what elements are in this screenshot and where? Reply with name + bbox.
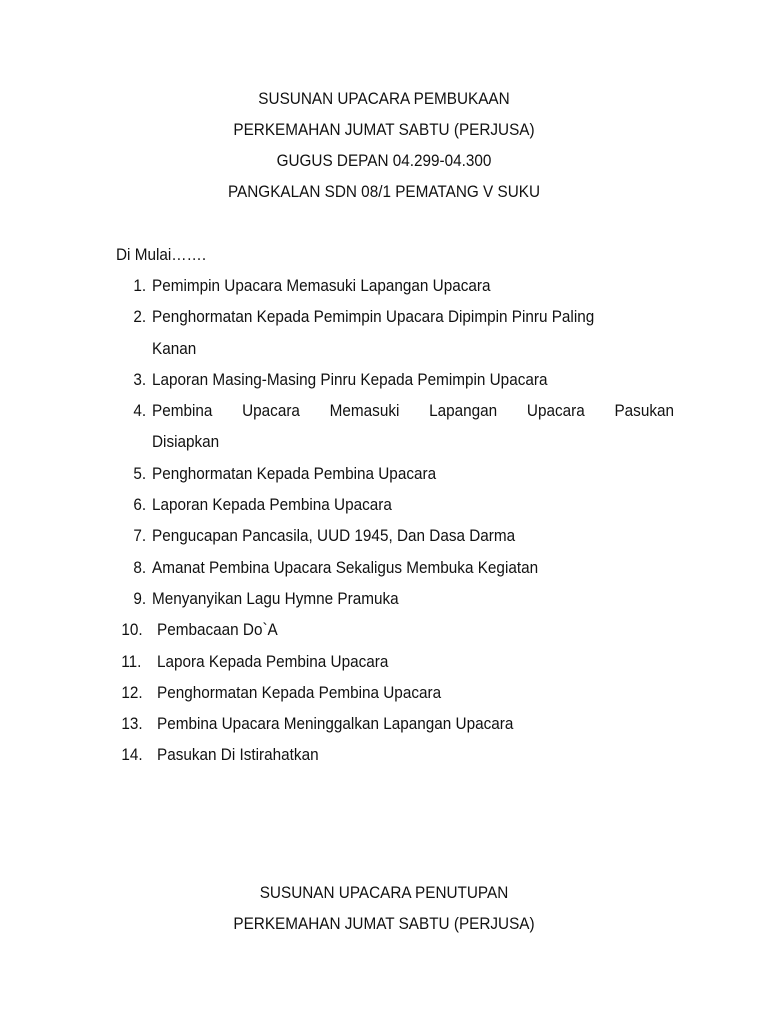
list-item-text: Pembina Upacara Meninggalkan Lapangan Upacara: [157, 714, 514, 734]
list-item-number: 2.: [133, 307, 146, 327]
list-item-number: 1.: [133, 276, 146, 295]
opening-title-block: [0, 83, 768, 207]
list-item: [0, 520, 768, 551]
ceremony-list: [0, 270, 768, 771]
closing-title-block: [0, 877, 768, 939]
list-item-text: Penghormatan Kepada Pembina Upacara: [152, 463, 437, 483]
opening-title-line-3: GUGUS DEPAN 04.299-04.300: [276, 151, 492, 170]
list-item-text: Amanat Pembina Upacara Sekaligus Membuka Kegiatan: [152, 557, 539, 577]
list-item-text: Pembina Upacara Memasuki Lapangan Upacara Pasukan: [152, 401, 674, 421]
list-item-number: 9.: [133, 588, 146, 608]
list-item: [0, 364, 768, 395]
closing-title-line-1: SUSUNAN UPACARA PENUTUPAN: [259, 883, 509, 902]
list-item: [0, 489, 768, 520]
list-item-text-continued: Disiapkan: [152, 432, 220, 452]
list-item-text: Pembacaan Do`A: [157, 620, 278, 640]
list-item-text: Penghormatan Kepada Pemimpin Upacara Dipimpin Pinru Paling: [152, 307, 595, 327]
list-item-text: Pemimpin Upacara Memasuki Lapangan Upacara: [152, 276, 491, 295]
list-item-number: 8.: [133, 557, 146, 577]
list-item-number: 11.: [121, 651, 142, 671]
list-item-text: Laporan Kepada Pembina Upacara: [152, 495, 392, 515]
list-item: [0, 739, 768, 770]
list-item-text: Pengucapan Pancasila, UUD 1945, Dan Dasa Darma: [152, 526, 516, 546]
list-item: [0, 677, 768, 708]
list-item-text: Menyanyikan Lagu Hymne Pramuka: [152, 588, 399, 608]
list-item-text: Lapora Kepada Pembina Upacara: [157, 651, 389, 671]
list-item-text-continued: Kanan: [152, 338, 197, 358]
list-item-number: 6.: [133, 495, 146, 515]
list-item-number: 4.: [133, 401, 146, 421]
list-item-number: 5.: [133, 463, 146, 483]
list-item: [0, 646, 768, 677]
list-item-number: 13.: [121, 714, 143, 734]
list-item-number: 10.: [121, 620, 143, 640]
list-item-text: Pasukan Di Istirahatkan: [157, 745, 319, 765]
list-item-number: 14.: [121, 745, 143, 765]
intro-text: Di Mulai…….: [116, 245, 207, 264]
list-item: [0, 395, 768, 458]
list-item-text: Laporan Masing-Masing Pinru Kepada Pemimpin Upacara: [152, 369, 548, 389]
closing-title-line-2: PERKEMAHAN JUMAT SABTU (PERJUSA): [233, 914, 535, 933]
list-item-number: 7.: [133, 526, 146, 546]
list-item-number: 3.: [133, 369, 146, 389]
opening-title-line-2: PERKEMAHAN JUMAT SABTU (PERJUSA): [233, 120, 535, 139]
list-item: [0, 270, 768, 301]
list-item-number: 12.: [121, 682, 143, 702]
list-item: [0, 614, 768, 645]
list-item: [0, 552, 768, 583]
opening-title-line-4: PANGKALAN SDN 08/1 PEMATANG V SUKU: [227, 182, 541, 201]
list-item: [0, 583, 768, 614]
opening-title-line-1: SUSUNAN UPACARA PEMBUKAAN: [258, 89, 510, 108]
list-item: [0, 708, 768, 739]
list-item: [0, 458, 768, 489]
list-item-text: Penghormatan Kepada Pembina Upacara: [157, 682, 442, 702]
list-item: [0, 301, 768, 364]
